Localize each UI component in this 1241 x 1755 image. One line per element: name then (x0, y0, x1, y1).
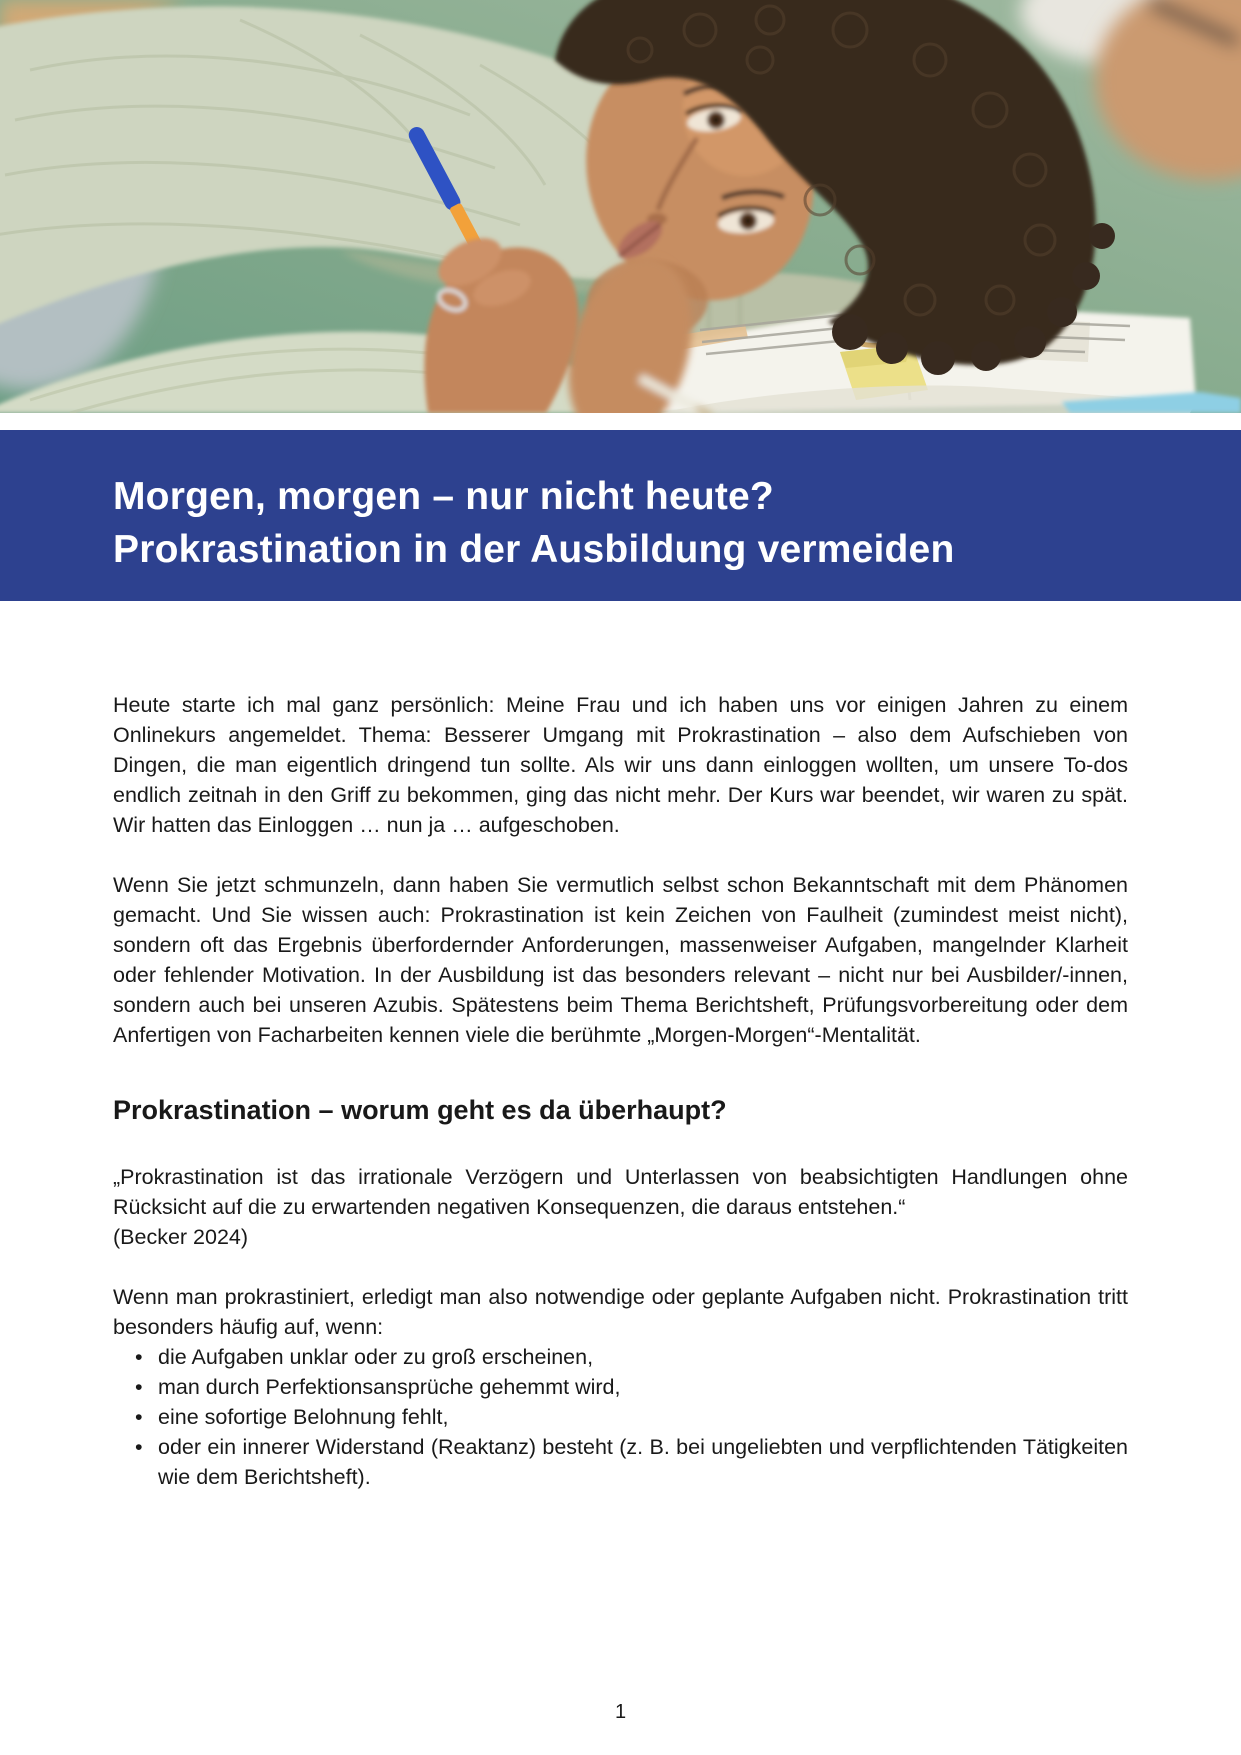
hero-photo (0, 0, 1241, 413)
page-title-line2: Prokrastination in der Ausbildung vermeiden (113, 528, 955, 571)
quote-text: „Prokrastination ist das irrationale Verzögern und Unterlassen von beabsichtigten Handlungen ohne Rücksicht auf die zu erwartenden negativen Konsequenzen, die daraus entstehen.“ (113, 1165, 1128, 1219)
page-number: 1 (614, 1701, 627, 1723)
hero-photo-illustration (0, 0, 1241, 413)
list-item: • man durch Perfektionsansprüche gehemmt wird, (113, 1372, 1128, 1402)
procrastination-causes-list (113, 1342, 1128, 1492)
page-title (113, 470, 1181, 576)
paragraph-personal-intro: Heute starte ich mal ganz persönlich: Meine Frau und ich haben uns vor einigen Jahren zu einem Onlinekurs angemeldet. Thema: Besserer Umgang mit Prokrastination – also dem Aufschieben von Dingen, die man eigentlich dringend tun sollte. Als wir uns dann einloggen wollten, um unsere To-dos endlich zeitnah in den Griff zu bekommen, ging das nicht mehr. Der Kurs war beendet, wir waren zu spät. Wir hatten das Einloggen … nun ja … aufgeschoben. (113, 693, 1128, 837)
page-footer (113, 1698, 1128, 1726)
quote-attribution: (Becker 2024) (113, 1225, 249, 1249)
title-banner (0, 430, 1241, 601)
paragraph-phenomenon: Wenn Sie jetzt schmunzeln, dann haben Sie vermutlich selbst schon Bekanntschaft mit dem Phänomen gemacht. Und Sie wissen auch: Prokrastination ist kein Zeichen von Faulheit (zumindest meist nicht), sondern oft das Ergebnis überfordernder Anforderungen, massenweiser Aufgaben, mangelnder Klarheit oder fehlender Motivation. In der Ausbildung ist das besonders relevant – nicht nur bei Ausbilder/-innen, sondern auch bei unseren Azubis. Spätestens beim Thema Berichtsheft, Prüfungsvorbereitung oder dem Anfertigen von Facharbeiten kennen viele die berühmte „Morgen-Morgen“-Mentalität. (113, 873, 1128, 1047)
list-item: • die Aufgaben unklar oder zu groß erscheinen, (113, 1342, 1128, 1372)
article-body (113, 690, 1128, 1492)
list-item: • eine sofortige Belohnung fehlt, (113, 1402, 1128, 1432)
list-item: • oder ein innerer Widerstand (Reaktanz) besteht (z. B. bei ungeliebten und verpflichtenden Tätigkeiten wie dem Berichtsheft). (113, 1432, 1128, 1492)
paragraph-definition: Wenn man prokrastiniert, erledigt man also notwendige oder geplante Aufgaben nicht. Prokrastination tritt besonders häufig auf, wenn: (113, 1285, 1128, 1339)
page-title-line1: Morgen, morgen – nur nicht heute? (113, 475, 774, 518)
section-heading: Prokrastination – worum geht es da überhaupt? (113, 1095, 727, 1125)
